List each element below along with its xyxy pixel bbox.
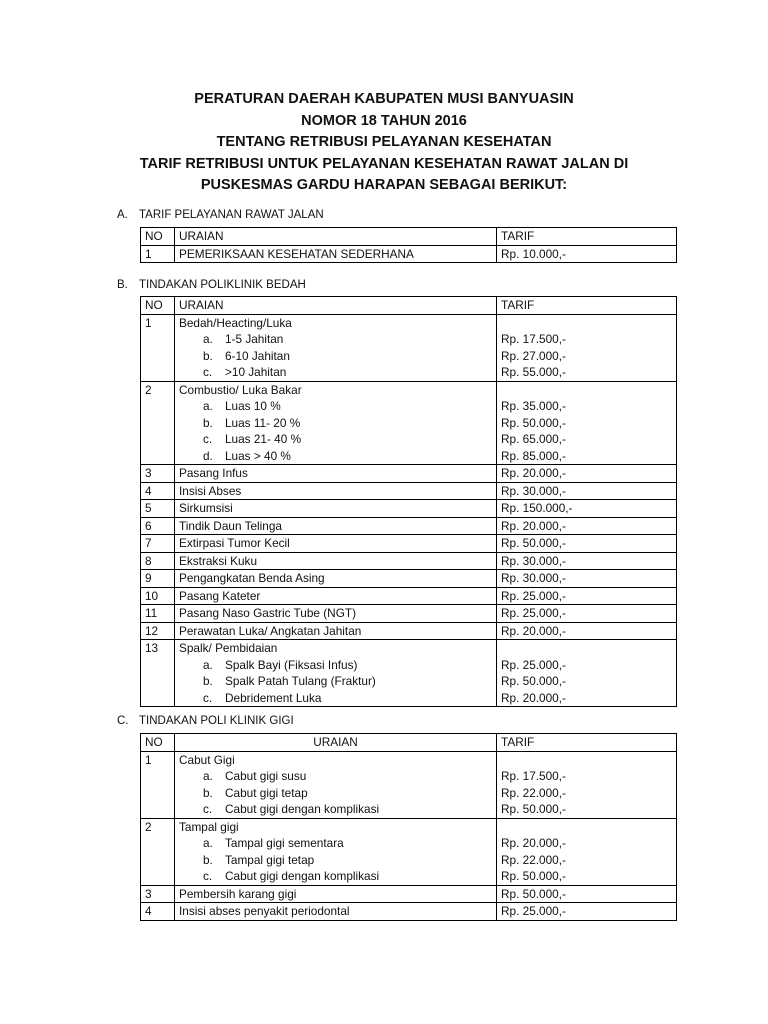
sub-item-tarif: Rp. 85.000,- [501, 448, 566, 463]
row-description [175, 885, 497, 903]
row-tarif [497, 751, 677, 818]
tariff-table-c [140, 733, 677, 921]
section-title: TINDAKAN POLI KLINIK GIGI [139, 715, 294, 727]
item-tarif: Rp. 25.000,- [501, 606, 566, 620]
row-tarif [497, 818, 677, 885]
sub-item-letter: b. [203, 785, 213, 800]
table-header-row [141, 734, 677, 752]
row-number: 13 [141, 640, 175, 707]
row-number: 4 [141, 482, 175, 500]
table-row [141, 751, 677, 818]
row-number: 10 [141, 587, 175, 605]
row-tarif [497, 885, 677, 903]
sub-item-letter: b. [203, 415, 213, 430]
row-tarif [497, 570, 677, 588]
sub-item-text: Tampal gigi tetap [225, 852, 315, 867]
sub-item-letter: a. [203, 332, 213, 346]
tariff-table-a [140, 227, 677, 263]
item-tarif: Rp. 50.000,- [501, 536, 566, 550]
item-label: Insisi abses penyakit periodontal [179, 904, 350, 918]
sub-item-tarif: Rp. 50.000,- [501, 415, 566, 430]
sub-item-letter: c. [203, 869, 213, 883]
row-tarif [497, 552, 677, 570]
table-row [141, 381, 677, 465]
table-row [141, 465, 677, 483]
column-header: TARIF [497, 297, 677, 315]
row-description [175, 605, 497, 623]
sub-item-tarif: Rp. 55.000,- [501, 365, 566, 379]
sub-item [179, 348, 492, 365]
table-row [141, 605, 677, 623]
sub-item [179, 690, 492, 707]
row-description [175, 570, 497, 588]
sub-item-text: Tampal gigi sementara [225, 836, 344, 850]
sub-item-text: Cabut gigi dengan komplikasi [225, 869, 380, 883]
title-line: TENTANG RETRIBUSI PELAYANAN KESEHATAN [216, 134, 552, 150]
item-tarif [501, 382, 672, 399]
document-title [0, 89, 768, 197]
section-a-heading [117, 209, 324, 221]
sub-item-letter: a. [203, 769, 213, 783]
row-tarif [497, 640, 677, 707]
column-header: TARIF [497, 228, 677, 246]
sub-item [179, 673, 492, 690]
row-number: 2 [141, 381, 175, 465]
row-number: 11 [141, 605, 175, 623]
sub-item-tarif: Rp. 17.500,- [501, 332, 566, 346]
sub-item [179, 868, 492, 885]
sub-item [179, 785, 492, 802]
sub-item-letter: c. [203, 802, 213, 816]
row-tarif [497, 245, 677, 263]
section-title: TINDAKAN POLIKLINIK BEDAH [139, 279, 306, 291]
row-description [175, 535, 497, 553]
row-description [175, 381, 497, 465]
table-row [141, 245, 677, 263]
row-description [175, 640, 497, 707]
tariff-table-b [140, 296, 677, 707]
sub-item-tarif: Rp. 17.500,- [501, 769, 566, 783]
sub-item-text: Luas 21- 40 % [225, 432, 302, 446]
row-number: 6 [141, 517, 175, 535]
row-tarif [497, 500, 677, 518]
row-tarif [497, 482, 677, 500]
sub-item-text: Debridement Luka [225, 690, 322, 705]
row-description [175, 751, 497, 818]
item-label: Tampal gigi [179, 819, 239, 834]
item-label: Ekstraksi Kuku [179, 553, 258, 568]
title-line: PERATURAN DAERAH KABUPATEN MUSI BANYUASIN [194, 91, 574, 107]
row-number: 3 [141, 465, 175, 483]
row-tarif [497, 517, 677, 535]
row-description [175, 552, 497, 570]
sub-item-tarif: Rp. 35.000,- [501, 399, 566, 413]
row-tarif [497, 587, 677, 605]
item-tarif [501, 640, 672, 657]
row-number: 1 [141, 245, 175, 263]
item-tarif: Rp. 10.000,- [501, 246, 566, 261]
row-tarif [497, 314, 677, 381]
sub-item-letter: c. [203, 365, 213, 379]
row-tarif [497, 903, 677, 921]
table-row [141, 517, 677, 535]
sub-item-tarif: Rp. 22.000,- [501, 852, 566, 867]
item-tarif: Rp. 30.000,- [501, 553, 566, 568]
item-tarif: Rp. 150.000,- [501, 501, 573, 515]
row-tarif [497, 622, 677, 640]
sub-item [179, 657, 492, 674]
row-description [175, 903, 497, 921]
section-letter: B. [117, 279, 128, 291]
item-tarif: Rp. 25.000,- [501, 588, 566, 603]
sub-item-letter: b. [203, 674, 213, 688]
sub-item-letter: a. [203, 657, 213, 672]
row-number: 1 [141, 314, 175, 381]
item-tarif [501, 819, 672, 836]
title-line: NOMOR 18 TAHUN 2016 [301, 112, 467, 129]
item-tarif: Rp. 25.000,- [501, 904, 566, 918]
sub-item-letter: d. [203, 448, 213, 463]
sub-item-tarif: Rp. 25.000,- [501, 657, 566, 672]
column-header: TARIF [497, 734, 677, 752]
table-row [141, 314, 677, 381]
sub-item-tarif: Rp. 27.000,- [501, 348, 566, 363]
sub-item [179, 415, 492, 432]
row-number: 8 [141, 552, 175, 570]
item-label: Tindik Daun Telinga [179, 518, 282, 533]
title-line: PUSKESMAS GARDU HARAPAN SEBAGAI BERIKUT: [200, 177, 568, 193]
item-tarif: Rp. 20.000,- [501, 623, 566, 638]
column-header: NO [141, 734, 175, 752]
sub-item [179, 448, 492, 465]
table-row [141, 570, 677, 588]
column-header: URAIAN [175, 228, 497, 246]
section-title: TARIF PELAYANAN RAWAT JALAN [139, 209, 324, 221]
sub-item-text: Luas 11- 20 % [225, 415, 301, 430]
table-row [141, 885, 677, 903]
table-row [141, 622, 677, 640]
item-label: Cabut Gigi [179, 752, 235, 767]
sub-item-text: Cabut gigi dengan komplikasi [225, 802, 380, 816]
sub-item-tarif: Rp. 50.000,- [501, 802, 566, 816]
item-label: Sirkumsisi [179, 501, 233, 515]
section-b-heading [117, 279, 306, 291]
row-number: 2 [141, 818, 175, 885]
sub-item-text: Spalk Patah Tulang (Fraktur) [225, 674, 376, 688]
table-header-row [141, 297, 677, 315]
sub-item-text: 1-5 Jahitan [225, 332, 284, 346]
item-label: Combustio/ Luka Bakar [179, 382, 302, 397]
sub-item [179, 431, 492, 448]
row-number: 3 [141, 885, 175, 903]
row-tarif [497, 381, 677, 465]
column-header: URAIAN [175, 297, 497, 315]
item-tarif: Rp. 50.000,- [501, 886, 566, 901]
section-letter: A. [117, 209, 128, 221]
section-c-heading [117, 715, 294, 727]
item-label: Pembersih karang gigi [179, 886, 297, 901]
sub-item-tarif: Rp. 50.000,- [501, 674, 566, 688]
sub-item-letter: c. [203, 690, 213, 705]
row-number: 7 [141, 535, 175, 553]
row-tarif [497, 605, 677, 623]
sub-item-text: Spalk Bayi (Fiksasi Infus) [225, 657, 358, 672]
sub-item-letter: a. [203, 399, 213, 413]
row-number: 5 [141, 500, 175, 518]
sub-item [179, 364, 492, 381]
table-row [141, 535, 677, 553]
sub-item [179, 801, 492, 818]
row-description [175, 314, 497, 381]
sub-item-text: Cabut gigi susu [225, 769, 307, 783]
sub-item-tarif: Rp. 50.000,- [501, 869, 566, 883]
row-number: 12 [141, 622, 175, 640]
table-row [141, 903, 677, 921]
table-row [141, 500, 677, 518]
sub-item [179, 768, 492, 785]
item-label: Insisi Abses [179, 483, 242, 498]
column-header: URAIAN [175, 734, 497, 752]
table-row [141, 552, 677, 570]
item-label: Pasang Naso Gastric Tube (NGT) [179, 606, 357, 620]
sub-item-letter: b. [203, 852, 213, 867]
sub-item-tarif: Rp. 20.000,- [501, 836, 566, 850]
sub-item [179, 835, 492, 852]
item-label: Extirpasi Tumor Kecil [179, 536, 290, 550]
row-description [175, 500, 497, 518]
item-label: Spalk/ Pembidaian [179, 641, 278, 655]
row-description [175, 622, 497, 640]
item-tarif: Rp. 30.000,- [501, 483, 566, 498]
sub-item-tarif: Rp. 20.000,- [501, 690, 566, 705]
sub-item-text: Cabut gigi tetap [225, 785, 308, 800]
item-label: PEMERIKSAAN KESEHATAN SEDERHANA [179, 246, 414, 261]
row-description [175, 245, 497, 263]
section-letter: C. [117, 715, 129, 727]
table-row [141, 640, 677, 707]
item-label: Pasang Kateter [179, 588, 261, 603]
item-label: Pasang Infus [179, 466, 248, 480]
column-header: NO [141, 228, 175, 246]
sub-item-text: >10 Jahitan [225, 365, 287, 379]
row-number: 9 [141, 570, 175, 588]
sub-item-tarif: Rp. 22.000,- [501, 785, 566, 800]
sub-item-letter: b. [203, 348, 213, 363]
item-tarif: Rp. 20.000,- [501, 518, 566, 533]
item-label: Bedah/Heacting/Luka [179, 315, 292, 330]
row-description [175, 517, 497, 535]
item-label: Perawatan Luka/ Angkatan Jahitan [179, 623, 362, 638]
item-tarif [501, 752, 672, 769]
sub-item-tarif: Rp. 65.000,- [501, 432, 566, 446]
column-header: NO [141, 297, 175, 315]
row-tarif [497, 535, 677, 553]
table-header-row [141, 228, 677, 246]
item-label: Pengangkatan Benda Asing [179, 571, 325, 585]
sub-item-text: 6-10 Jahitan [225, 348, 290, 363]
sub-item-text: Luas > 40 % [225, 448, 291, 463]
item-tarif: Rp. 20.000,- [501, 466, 566, 480]
table-row [141, 482, 677, 500]
row-description [175, 587, 497, 605]
table-row [141, 587, 677, 605]
table-row [141, 818, 677, 885]
row-tarif [497, 465, 677, 483]
sub-item [179, 852, 492, 869]
sub-item-text: Luas 10 % [225, 399, 281, 413]
sub-item [179, 331, 492, 348]
row-description [175, 482, 497, 500]
sub-item-letter: c. [203, 432, 213, 446]
sub-item [179, 398, 492, 415]
item-tarif: Rp. 30.000,- [501, 571, 566, 585]
item-tarif [501, 315, 672, 332]
sub-item-letter: a. [203, 836, 213, 850]
row-number: 1 [141, 751, 175, 818]
row-description [175, 818, 497, 885]
row-description [175, 465, 497, 483]
title-line: TARIF RETRIBUSI UNTUK PELAYANAN KESEHATAN RAWAT JALAN DI [139, 155, 629, 172]
row-number: 4 [141, 903, 175, 921]
